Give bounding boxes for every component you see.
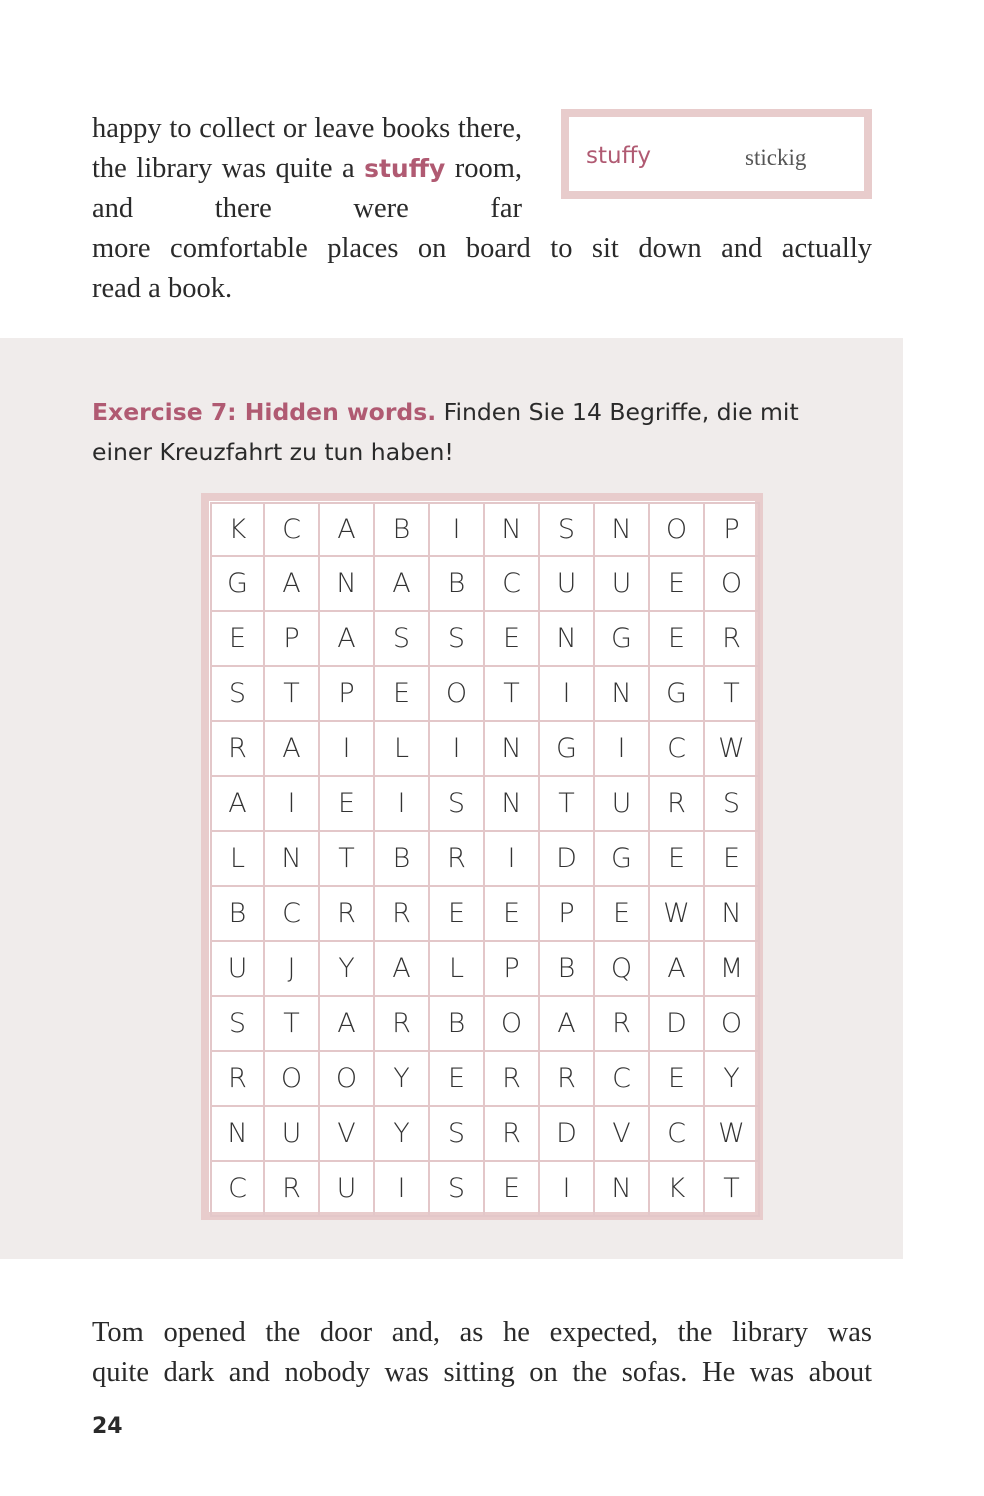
grid-cell[interactable]: E xyxy=(650,832,705,887)
glossary-english-term: stuffy xyxy=(586,143,652,169)
grid-cell[interactable]: E xyxy=(430,887,485,942)
exercise-panel xyxy=(0,338,903,1259)
paragraph-line: read a book. xyxy=(92,273,233,304)
grid-cell[interactable]: G xyxy=(540,722,595,777)
grid-cell[interactable]: A xyxy=(210,777,265,832)
grid-cell[interactable]: I xyxy=(265,777,320,832)
grid-cell[interactable]: C xyxy=(210,1162,265,1217)
bottom-paragraph xyxy=(92,1313,872,1393)
grid-cell[interactable]: E xyxy=(485,1162,540,1217)
grid-cell[interactable]: I xyxy=(430,502,485,557)
grid-cell[interactable]: C xyxy=(485,557,540,612)
grid-cell[interactable]: O xyxy=(430,667,485,722)
grid-cell[interactable]: I xyxy=(375,777,430,832)
grid-cell[interactable]: E xyxy=(650,612,705,667)
grid-cell[interactable]: P xyxy=(485,942,540,997)
exercise-instruction: Finden Sie 14 Begriffe, die mit einer Kreuzfahrt zu tun haben! xyxy=(92,398,799,466)
grid-cell[interactable]: C xyxy=(595,1052,650,1107)
grid-cell[interactable]: Q xyxy=(595,942,650,997)
grid-cell[interactable]: U xyxy=(320,1162,375,1217)
grid-cell[interactable]: B xyxy=(375,832,430,887)
grid-cell[interactable]: L xyxy=(375,722,430,777)
grid-cell[interactable]: S xyxy=(210,667,265,722)
grid-cell[interactable]: N xyxy=(540,612,595,667)
grid-cell[interactable]: R xyxy=(320,887,375,942)
grid-cell[interactable]: U xyxy=(595,777,650,832)
paragraph-line: more comfortable places on board to sit down and actually xyxy=(92,233,872,264)
grid-cell[interactable]: E xyxy=(430,1052,485,1107)
grid-cell[interactable]: S xyxy=(540,502,595,557)
grid-cell[interactable]: E xyxy=(320,777,375,832)
exercise-label: Exercise 7: Hidden words. xyxy=(92,398,437,426)
grid-cell[interactable]: N xyxy=(705,887,760,942)
grid-cell[interactable]: I xyxy=(540,1162,595,1217)
grid-cell[interactable]: D xyxy=(540,1107,595,1162)
grid-cell[interactable]: G xyxy=(595,612,650,667)
exercise-heading xyxy=(92,392,852,472)
grid-cell[interactable]: O xyxy=(705,557,760,612)
grid-cell[interactable]: R xyxy=(375,997,430,1052)
grid-cell[interactable]: E xyxy=(375,667,430,722)
grid-cell[interactable]: P xyxy=(320,667,375,722)
keyword-stuffy: stuffy xyxy=(364,154,446,183)
grid-cell[interactable]: P xyxy=(705,502,760,557)
grid-cell[interactable]: S xyxy=(430,1162,485,1217)
grid-cell[interactable]: B xyxy=(540,942,595,997)
grid-cell[interactable]: B xyxy=(375,502,430,557)
grid-cell[interactable]: Y xyxy=(375,1052,430,1107)
grid-cell[interactable]: K xyxy=(650,1162,705,1217)
paragraph-text: room, and there were far xyxy=(92,153,523,224)
grid-cell[interactable]: N xyxy=(210,1107,265,1162)
grid-cell[interactable]: R xyxy=(485,1107,540,1162)
grid-cell[interactable]: B xyxy=(430,557,485,612)
page-number: 24 xyxy=(92,1414,123,1439)
grid-cell[interactable]: R xyxy=(705,612,760,667)
grid-cell[interactable]: A xyxy=(320,502,375,557)
grid-cell[interactable]: T xyxy=(320,832,375,887)
grid-cell[interactable]: R xyxy=(210,1052,265,1107)
top-paragraph-left-column xyxy=(92,109,522,229)
grid-cell[interactable]: I xyxy=(430,722,485,777)
grid-cell[interactable]: A xyxy=(265,557,320,612)
grid-cell[interactable]: E xyxy=(210,612,265,667)
grid-cell[interactable]: R xyxy=(595,997,650,1052)
grid-cell[interactable]: W xyxy=(705,722,760,777)
grid-cell[interactable]: A xyxy=(375,557,430,612)
grid-cell[interactable]: I xyxy=(595,722,650,777)
grid-cell[interactable]: T xyxy=(265,997,320,1052)
word-search-grid-frame xyxy=(201,493,763,1220)
grid-cell[interactable]: S xyxy=(430,777,485,832)
grid-cell[interactable]: N xyxy=(485,502,540,557)
grid-cell[interactable]: A xyxy=(320,997,375,1052)
grid-cell[interactable]: O xyxy=(320,1052,375,1107)
grid-cell[interactable]: A xyxy=(650,942,705,997)
grid-cell[interactable]: S xyxy=(375,612,430,667)
grid-cell[interactable]: N xyxy=(320,557,375,612)
grid-cell[interactable]: A xyxy=(540,997,595,1052)
grid-cell[interactable]: N xyxy=(595,502,650,557)
grid-cell[interactable]: D xyxy=(650,997,705,1052)
grid-cell[interactable]: T xyxy=(265,667,320,722)
grid-cell[interactable]: W xyxy=(705,1107,760,1162)
grid-cell[interactable]: N xyxy=(485,777,540,832)
grid-cell[interactable]: U xyxy=(210,942,265,997)
grid-cell[interactable]: E xyxy=(650,1052,705,1107)
grid-cell[interactable]: C xyxy=(650,722,705,777)
grid-cell[interactable]: C xyxy=(265,887,320,942)
grid-cell[interactable]: E xyxy=(650,557,705,612)
grid-cell[interactable]: S xyxy=(430,612,485,667)
grid-cell[interactable]: A xyxy=(265,722,320,777)
glossary-german-translation: stickig xyxy=(745,145,807,170)
grid-cell[interactable]: U xyxy=(265,1107,320,1162)
grid-cell[interactable]: P xyxy=(540,887,595,942)
grid-cell[interactable]: Y xyxy=(320,942,375,997)
grid-cell[interactable]: L xyxy=(430,942,485,997)
grid-cell[interactable]: R xyxy=(265,1162,320,1217)
grid-cell[interactable]: A xyxy=(320,612,375,667)
grid-cell[interactable]: R xyxy=(540,1052,595,1107)
grid-cell[interactable]: N xyxy=(485,722,540,777)
grid-cell[interactable]: V xyxy=(320,1107,375,1162)
grid-cell[interactable]: L xyxy=(210,832,265,887)
grid-cell[interactable]: N xyxy=(595,667,650,722)
grid-cell[interactable]: T xyxy=(540,777,595,832)
grid-cell[interactable]: E xyxy=(705,832,760,887)
grid-cell[interactable]: R xyxy=(210,722,265,777)
word-search-grid xyxy=(210,502,760,1217)
paragraph-line: quite dark and nobody was sitting on the sofas. He was about xyxy=(92,1357,872,1388)
grid-cell[interactable]: P xyxy=(265,612,320,667)
grid-cell[interactable]: I xyxy=(540,667,595,722)
paragraph-text: happy to collect or leave books there, the library was quite a xyxy=(92,113,522,184)
grid-cell[interactable]: S xyxy=(430,1107,485,1162)
grid-cell[interactable]: I xyxy=(375,1162,430,1217)
grid-cell[interactable]: Y xyxy=(705,1052,760,1107)
grid-cell[interactable]: E xyxy=(485,887,540,942)
grid-cell[interactable]: B xyxy=(210,887,265,942)
grid-cell[interactable]: R xyxy=(430,832,485,887)
grid-cell[interactable]: Y xyxy=(375,1107,430,1162)
grid-cell[interactable]: O xyxy=(265,1052,320,1107)
grid-cell[interactable]: O xyxy=(485,997,540,1052)
grid-cell[interactable]: R xyxy=(650,777,705,832)
grid-cell[interactable]: U xyxy=(595,557,650,612)
grid-cell[interactable]: T xyxy=(485,667,540,722)
grid-cell[interactable]: O xyxy=(705,997,760,1052)
grid-cell[interactable]: T xyxy=(705,667,760,722)
grid-cell[interactable]: R xyxy=(485,1052,540,1107)
grid-cell[interactable]: C xyxy=(265,502,320,557)
grid-cell[interactable]: I xyxy=(320,722,375,777)
grid-cell[interactable]: M xyxy=(705,942,760,997)
grid-cell[interactable]: C xyxy=(650,1107,705,1162)
grid-cell[interactable]: G xyxy=(595,832,650,887)
grid-cell[interactable]: D xyxy=(540,832,595,887)
grid-cell[interactable]: E xyxy=(485,612,540,667)
grid-cell[interactable]: G xyxy=(210,557,265,612)
grid-cell[interactable]: E xyxy=(595,887,650,942)
grid-cell[interactable]: N xyxy=(265,832,320,887)
grid-cell[interactable]: O xyxy=(650,502,705,557)
grid-cell[interactable]: S xyxy=(210,997,265,1052)
grid-cell[interactable]: T xyxy=(705,1162,760,1217)
grid-cell[interactable]: V xyxy=(595,1107,650,1162)
grid-cell[interactable]: B xyxy=(430,997,485,1052)
grid-cell[interactable]: I xyxy=(485,832,540,887)
grid-cell[interactable]: G xyxy=(650,667,705,722)
glossary-box xyxy=(561,109,872,199)
grid-cell[interactable]: K xyxy=(210,502,265,557)
grid-cell[interactable]: N xyxy=(595,1162,650,1217)
grid-cell[interactable]: U xyxy=(540,557,595,612)
top-paragraph-continuation xyxy=(92,229,872,309)
grid-cell[interactable]: W xyxy=(650,887,705,942)
paragraph-line: Tom opened the door and, as he expected, the library was xyxy=(92,1317,872,1348)
grid-cell[interactable]: S xyxy=(705,777,760,832)
grid-cell[interactable]: R xyxy=(375,887,430,942)
grid-cell[interactable]: J xyxy=(265,942,320,997)
grid-cell[interactable]: A xyxy=(375,942,430,997)
